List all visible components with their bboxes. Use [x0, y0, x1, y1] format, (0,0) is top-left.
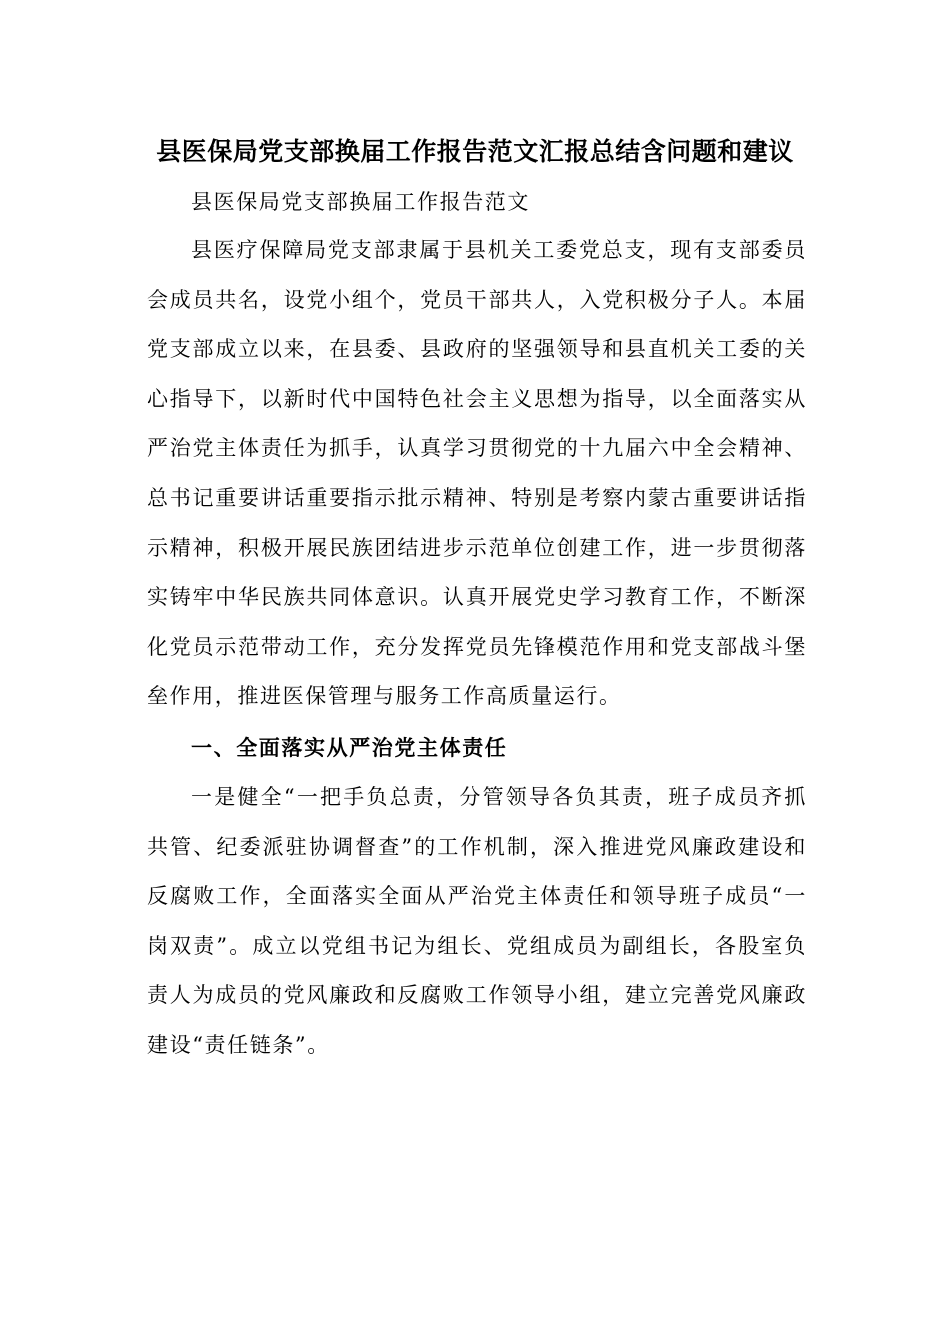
paragraph-section-1: 一是健全“一把手负总责，分管领导各负其责，班子成员齐抓共管、纪委派驻协调督查”的工作机制，深入推进党风廉政建设和反腐败工作，全面落实全面从严治党主体责任和领导班子成员“一岗双责”。成立以党组书记为组长、党组成员为副组长，各股室负责人为成员的党风廉政和反腐败工作领导小组，建立完善党风廉政建设“责任链条”。 — [147, 785, 807, 1057]
paragraph-intro: 县医疗保障局党支部隶属于县机关工委党总支，现有支部委员会成员共名，设党小组个，党员干部共人，入党积极分子人。本届党支部成立以来，在县委、县政府的坚强领导和县直机关工委的关心指导下，以新时代中国特色社会主义思想为指导，以全面落实从严治党主体责任为抓手，认真学习贯彻党的十九届六中全会精神、总书记重要讲话重要指示批示精神、特别是考察内蒙古重要讲话指示精神，积极开展民族团结进步示范单位创建工作，进一步贯彻落实铸牢中华民族共同体意识。认真开展党史学习教育工作，不断深化党员示范带动工作，充分发挥党员先锋模范作用和党支部战斗堡垒作用，推进医保管理与服务工作高质量运行。 — [147, 238, 807, 709]
document-subtitle: 县医保局党支部换届工作报告范文 — [191, 190, 530, 214]
document-title: 县医保局党支部换届工作报告范文汇报总结含问题和建议 — [156, 137, 794, 166]
section-heading-1: 一、全面落实从严治党主体责任 — [191, 735, 508, 760]
